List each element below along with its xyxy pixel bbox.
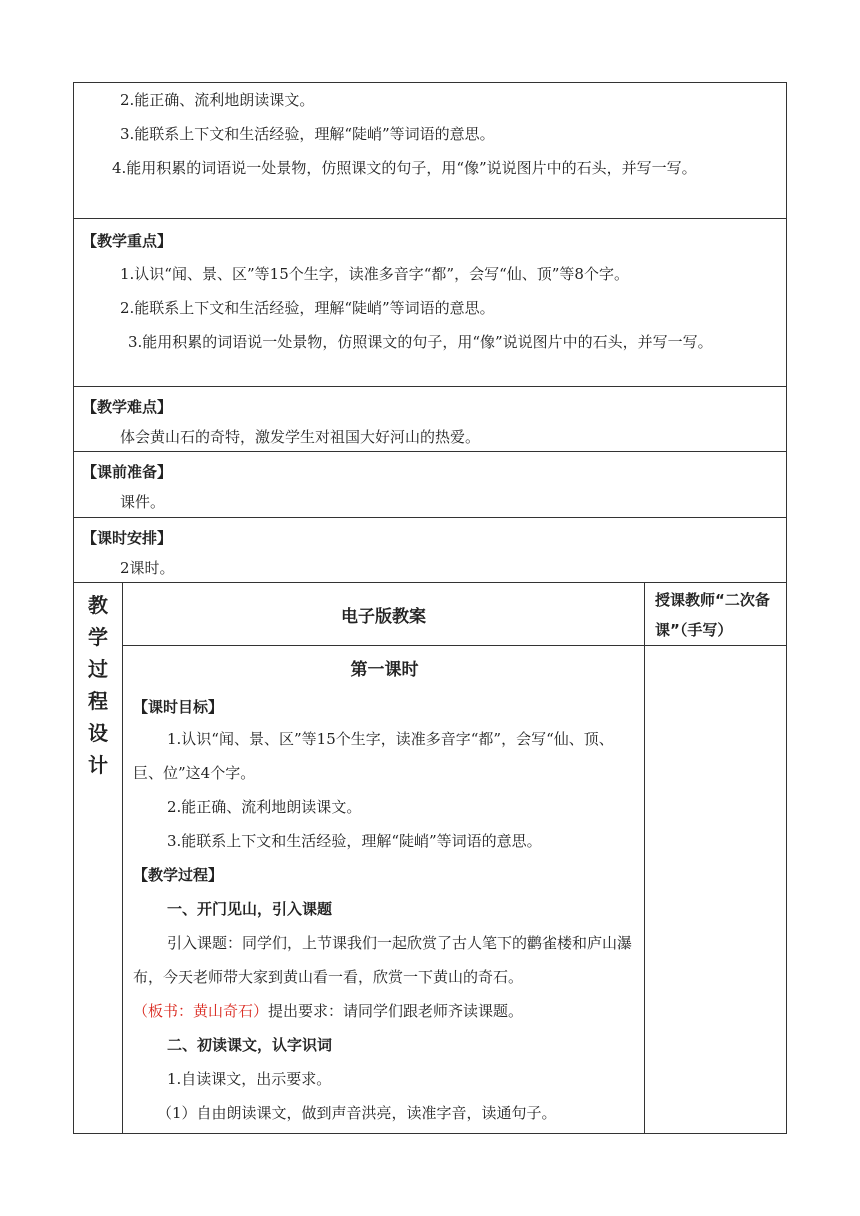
preparation-row [74,452,787,518]
key-points-row [74,219,787,387]
objective-item: 4.能用积累的词语说一处景物，仿照课文的句子，用“像”说说图片中的石头，并写一写。 [112,159,697,177]
schedule-row [74,518,787,583]
goal-item: 2.能正确、流利地朗读课文。 [167,798,362,816]
process-header-row [74,583,787,646]
right-column-title: 授课教师“二次备课”（手写） [655,591,770,639]
key-points-heading: 【教学重点】 [82,232,173,250]
process-label-char: 程 [88,689,108,713]
process-label-char: 设 [88,721,108,745]
board-note: （板书：黄山奇石） [133,1002,269,1020]
objective-item: 3.能联系上下文和生活经验，理解“陡峭”等词语的意思。 [120,125,495,143]
process-label-char: 过 [88,657,108,681]
process-label [74,583,123,1134]
difficulties-row [74,387,787,452]
schedule-text: 2课时。 [120,559,175,577]
step-text: 1.自读课文，出示要求。 [167,1070,332,1088]
goals-heading: 【课时目标】 [133,698,224,716]
process-label-char: 教 [88,593,108,617]
section-heading: 一、开门见山，引入课题 [167,900,333,918]
objective-item: 2.能正确、流利地朗读课文。 [120,91,315,109]
lesson-plan-table [73,82,787,1134]
board-after-text: 提出要求：请同学们跟老师齐读课题。 [268,1002,524,1020]
objectives-row [74,83,787,219]
board-line [133,994,636,1028]
preparation-heading: 【课前准备】 [82,463,173,481]
key-point-item: 1.认识“闻、景、区”等15个生字，读准多音字“都”，会写“仙、顶”等8个字。 [120,265,629,283]
key-point-item: 2.能联系上下文和生活经验，理解“陡峭”等词语的意思。 [120,299,495,317]
goal-item: 1.认识“闻、景、区”等15个生字，读准多音字“都”，会写“仙、顶、巨、位”这4个字。 [133,730,614,782]
center-title: 电子版教案 [341,606,426,627]
schedule-heading: 【课时安排】 [82,529,173,547]
key-point-item: 3.能用积累的词语说一处景物，仿照课文的句子，用“像”说说图片中的石头，并写一写。 [128,333,713,351]
step-text: （1）自由朗读课文，做到声音洪亮，读准字音，读通句子。 [157,1104,557,1122]
process-label-char: 计 [88,753,108,777]
handwritten-notes-column [645,646,787,1134]
section-heading: 二、初读课文，认字识词 [167,1036,333,1054]
process-label-char: 学 [88,625,108,649]
difficulties-text: 体会黄山石的奇特，激发学生对祖国大好河山的热爱。 [120,428,481,446]
goal-item: 3.能联系上下文和生活经验，理解“陡峭”等词语的意思。 [167,832,542,850]
difficulties-heading: 【教学难点】 [82,398,173,416]
lesson-title: 第一课时 [350,660,419,680]
intro-text: 引入课题：同学们，上节课我们一起欣赏了古人笔下的鹳雀楼和庐山瀑布，今天老师带大家到黄山看一看，欣赏一下黄山的奇石。 [133,934,633,986]
process-content-row [74,646,787,1134]
process-heading: 【教学过程】 [133,866,224,884]
preparation-text: 课件。 [120,493,166,511]
